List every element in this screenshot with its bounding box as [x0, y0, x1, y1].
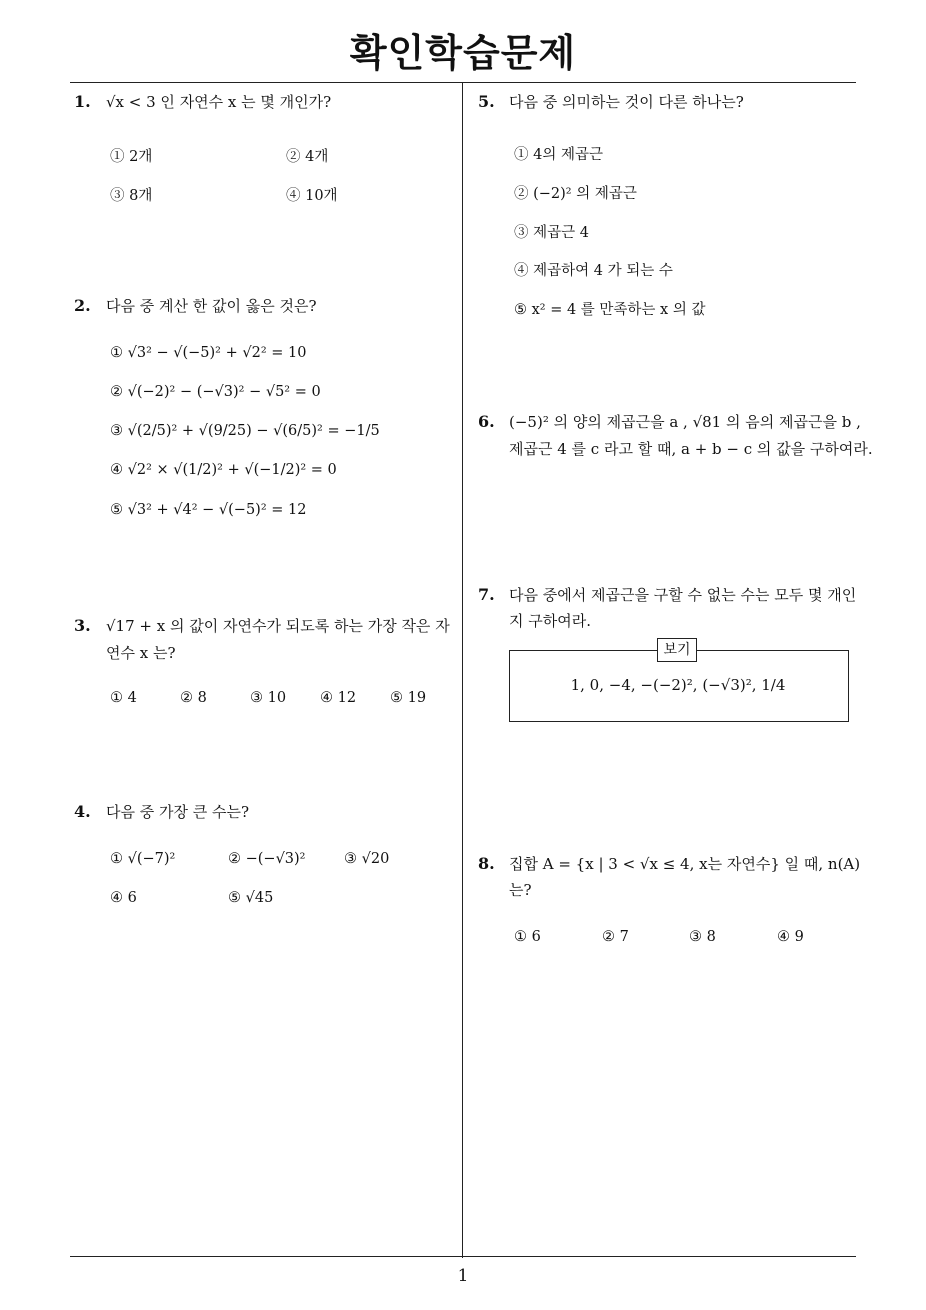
bottom-rule [70, 1256, 856, 1257]
option[interactable]: ⑤ 19 [390, 690, 427, 706]
question-text [106, 89, 331, 115]
option[interactable]: ② √(−2)² − (−√3)² − √5² = 0 [110, 384, 321, 400]
option[interactable]: ③ 8개 [110, 188, 153, 204]
question-number: 3. [74, 616, 91, 635]
question-number: 1. [74, 92, 91, 111]
option[interactable]: ④ 6 [110, 890, 137, 906]
example-box-content: 1, 0, −4, −(−2)², (−√3)², 1/4 [570, 676, 786, 694]
option[interactable]: ③ √20 [344, 851, 390, 867]
question-number: 7. [478, 585, 495, 604]
option[interactable]: ④ √2² × √(1/2)² + √(−1/2)² = 0 [110, 462, 337, 478]
option[interactable]: ③ 8 [689, 929, 716, 945]
question-text-line2: 지 구하여라. [509, 612, 591, 630]
question-number: 8. [478, 854, 495, 873]
top-rule [70, 82, 856, 83]
option[interactable]: ① 2개 [110, 149, 153, 165]
question-text-line2: 연수 x 는? [106, 644, 176, 662]
question-text-line1: √17 + x 의 값이 자연수가 되도록 하는 가장 작은 자 [106, 617, 450, 635]
question-text-line1: 다음 중에서 제곱근을 구할 수 없는 수는 모두 몇 개인 [509, 586, 857, 604]
option[interactable]: ② 4개 [286, 149, 329, 165]
option[interactable]: ① 6 [514, 929, 541, 945]
option[interactable]: ① √(−7)² [110, 851, 176, 867]
question-number: 5. [478, 92, 495, 111]
question-text: 다음 중 의미하는 것이 다른 하나는? [509, 93, 744, 111]
question-text-line1: (−5)² 의 양의 제곱근을 a , √81 의 음의 제곱근을 b , [509, 413, 861, 431]
option[interactable]: ① √3² − √(−5)² + √2² = 10 [110, 345, 307, 361]
page-number: 1 [457, 1266, 469, 1286]
option[interactable]: ④ 12 [320, 690, 357, 706]
option[interactable]: ① 4의 제곱근 [514, 147, 603, 163]
option[interactable]: ④ 9 [777, 929, 804, 945]
option[interactable]: ④ 제곱하여 4 가 되는 수 [514, 263, 673, 279]
question-text-value: √x < 3 인 자연수 x 는 몇 개인가? [106, 93, 332, 111]
option[interactable]: ② 7 [602, 929, 629, 945]
option[interactable]: ① 4 [110, 690, 137, 706]
question-number: 4. [74, 802, 91, 821]
column-divider [462, 83, 463, 1258]
question-text-line2: 는? [509, 881, 532, 899]
page-title: 확인학습문제 [349, 31, 577, 75]
question-text-line1: 집합 A = {x | 3 < √x ≤ 4, x는 자연수} 일 때, n(A) [509, 855, 861, 873]
option[interactable]: ③ 10 [250, 690, 287, 706]
option[interactable]: ③ 제곱근 4 [514, 225, 589, 241]
option[interactable]: ② −(−√3)² [228, 851, 306, 867]
option[interactable]: ② (−2)² 의 제곱근 [514, 186, 637, 202]
question-number: 6. [478, 412, 495, 431]
option[interactable]: ③ √(2/5)² + √(9/25) − √(6/5)² = −1/5 [110, 423, 380, 439]
option[interactable]: ⑤ x² = 4 를 만족하는 x 의 값 [514, 302, 706, 318]
question-text-line2: 제곱근 4 를 c 라고 할 때, a + b − c 의 값을 구하여라. [509, 440, 873, 458]
option[interactable]: ⑤ √3² + √4² − √(−5)² = 12 [110, 502, 307, 518]
question-number: 2. [74, 296, 91, 315]
question-text: 다음 중 계산 한 값이 옳은 것은? [106, 297, 317, 315]
option[interactable]: ② 8 [180, 690, 207, 706]
question-text: 다음 중 가장 큰 수는? [106, 803, 250, 821]
option[interactable]: ④ 10개 [286, 188, 338, 204]
option[interactable]: ⑤ √45 [228, 890, 274, 906]
example-box-label: 보기 [657, 638, 697, 662]
